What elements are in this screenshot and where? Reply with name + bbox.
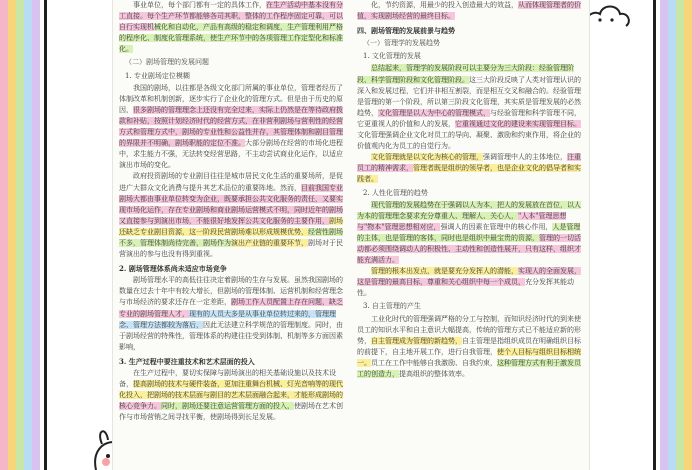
section-heading: （二）剧场管理的发展问题 — [125, 58, 209, 67]
highlighted-text: "人本"管理思想与"物本"管理思想相对应， — [357, 211, 567, 231]
text-run: 强调人的因素在管理中的核心作用， — [440, 222, 553, 231]
body-paragraph — [357, 314, 583, 381]
highlighted-text: 在生产活动中基本没有分工直接。每个生产环节都能够 — [119, 1, 343, 21]
text-run: 剧场对于民营演出的参与也没有得到重视。 — [119, 238, 343, 259]
right-decorative-stripes — [656, 0, 700, 470]
highlighted-text: 现代管理的发展趋势在于强调以人为本， — [371, 200, 497, 209]
text-run: 充分发挥其能动性。 — [357, 278, 574, 298]
text-run: 事业单位，每个部门都有一定的具体工作， — [133, 1, 266, 9]
section-heading: （一）管理学的发展趋势 — [363, 39, 440, 48]
text-run: 使剧场在艺术创作与市场营销之间寻找平衡，使剧场得到长足发展。 — [119, 402, 343, 422]
text-run: 工业化时代的管理强调严格的分工与控制，而知识经济时代的到来使员工的知识水平和自主意识大幅提高，传统的管理方式已不能适应新的形势， — [357, 314, 581, 345]
highlighted-text: 管理者既是组织的领导者，也是企业文化的倡导者和实践者。 — [357, 164, 581, 184]
section-heading: 2. 剧场管理体系尚未适应市场竞争 — [119, 264, 227, 274]
document-left-column — [119, 0, 345, 423]
body-paragraph — [357, 0, 583, 22]
section-heading: 3. 生产过程中要注重技术和艺术层面的投入 — [119, 356, 255, 366]
text-run: 化，节约资源，用最少的投入创造最大的效益， — [371, 1, 518, 9]
document-page — [112, 0, 590, 470]
highlighted-text: 文化管理就是以文化为核心的管理， — [371, 153, 483, 162]
text-run: 强调管理中人的主体地位， — [483, 153, 567, 162]
highlighted-text: 同时也是组织中最宝贵的资源， — [441, 233, 539, 242]
highlighted-text: 经验管理阶段、科学管理阶段和文化管理阶段。 — [357, 64, 574, 84]
highlighted-text: 管理的根本出发点， — [371, 267, 434, 276]
text-run: 我国的剧场，以往都是各级文化部门所属的事业单位，管理者经历了体制改革和机制创新，逐步实行了企业化的管理方式。但是由于历史的原因， — [119, 83, 343, 114]
body-paragraph — [357, 266, 583, 299]
text-run: 提高组织的整体效率。 — [399, 370, 469, 378]
body-paragraph — [119, 275, 345, 353]
text-run: 自主管理是指组织成员在明确组织目标的前提下，自主地开展工作，进行自我管理， — [357, 336, 581, 356]
highlighted-text: 注重员工的精神需求， — [357, 153, 581, 173]
highlighted-text: 很多剧场的管理理念上还没有完全过来，实际上仍然是在等待政府拨款和补贴，按照计划经济时代的经营方式，在非营利剧场与营利性的经营方式和管理方式中，剧场的 — [119, 105, 343, 137]
section-heading: 四、剧场管理的发展前景与趋势 — [357, 26, 455, 36]
highlighted-text: 同时，剧场还要注意运营管理方面的投入， — [161, 402, 294, 411]
section-heading: 1. 文化管理的发展 — [363, 52, 421, 61]
highlighted-text: 人是管理的主体，也是管理的客体， — [357, 222, 581, 242]
text-run: 政府投资剧场的专业剧目往往是城市居民文化生活的重要场所，是促进广大群众文化消费与提升其艺术品位的重要阵地。然而， — [119, 172, 343, 192]
highlighted-text: 就是要充分发挥人的潜能， — [434, 267, 518, 276]
highlighted-text: 文化管理是以人为中心的管理模式， — [378, 108, 490, 117]
highlighted-text: 尊重和关心组织中每一个成员， — [427, 278, 525, 287]
highlighted-text: 把人的发展放在首位，以人为本的管理理念要求充分尊重人、理解人、关心人， — [357, 200, 581, 220]
highlighted-text: 总结起来，管理学的发展阶段可以主要分为三大阶段： — [371, 64, 539, 73]
highlighted-text: 的程序化、制度化管理系统，使生产环节中的各项管理工作定型化和标准化。 — [119, 34, 343, 54]
highlighted-text: 经营性剧场不多，管理体制尚待完善，剧场作为 — [119, 227, 343, 247]
body-paragraph — [119, 0, 345, 55]
highlighted-text: 剧场还缺乏专业剧目资源，这一阶段民营剧场难以形成规模优势， — [119, 216, 343, 236]
highlighted-text: 实现人的全面发展，这是管理的最高目标， — [357, 267, 581, 287]
body-paragraph — [357, 152, 583, 185]
highlighted-text: 演出产业链的重要环节， — [231, 238, 308, 247]
highlighted-text: 各司其职，整体的工作程序固定可靠，可以自行实现机 — [119, 12, 343, 32]
section-heading: 1. 专业剧场定位模糊 — [125, 71, 190, 80]
highlighted-text: 械化和自动化，产品有高级的稳定和调度，生产管理利用严格 — [154, 23, 343, 32]
highlighted-text: 目前我国专业剧场大都由事业单位转变为企业，既要承担公共文化服务的责任，又要实现市场化运作，存在专业剧场和商业剧场运营模式不明，同时近年的剧场又直接参与到演出市场，不能很好地发挥公共文化服务的主要作用， — [119, 183, 343, 225]
text-run: 大部分剧场在经营的市场化进程中，求生能力不强，无法转变经营思路，不主动尝试商业化运作，以适应演出市场的变化。 — [119, 139, 343, 170]
highlighted-text: 自主管理成为管理的新趋势， — [371, 336, 462, 345]
highlighted-text: 专业性和公益性并存，其管理体制和剧目管理的界限并不明确，剧场职能的定位不准。 — [119, 128, 343, 148]
highlighted-text: 这种管理方式有利于激发员工的创造力， — [357, 358, 581, 378]
text-run: 在生产过程中，要切实保障与剧场演出的相关基础设施以及技术设备， — [119, 369, 336, 389]
text-run: 因此无法建立科学规范的管理制度。同时，由于剧场经营的特殊性，管理体系的构建往往受到体制、机制等多方面因素影响， — [119, 320, 343, 351]
left-decorative-stripes — [0, 0, 44, 470]
highlighted-text: 管理的一切活动都必须围绕调动人的积极性、主动性和创造性展开， — [357, 233, 581, 253]
highlighted-text: 只有这样，组织才能充满活力。 — [357, 244, 581, 265]
text-run: 员工在工作中能够自我激励、自我约束， — [371, 358, 497, 367]
highlighted-text: 剧场工作人员配置上存在问题，缺乏专业的剧场管理人才， — [119, 298, 343, 318]
document-right-column — [357, 0, 583, 380]
text-run: 这三大阶段反映了人类对管理认识的深入和发展过程，它们并非相互割裂，而是相互交叉和融合的。经验管理是管理的第一个阶段，所以第三阶段文化管理，其实质是管理发展的必然趋势， — [357, 75, 581, 117]
text-run: 与经验管理和科学管理不同，它更重视人的价值和人的发展， — [357, 108, 581, 128]
text-run: 文化管理强调企业文化对员工的导向、凝聚、激励和约束作用，将企业的价值观内化为员工的自觉行为。 — [357, 131, 581, 151]
body-paragraph — [357, 200, 583, 267]
section-heading: 2. 人性化管理的趋势 — [363, 188, 428, 197]
section-heading: 3. 自主管理的产生 — [363, 302, 421, 311]
body-paragraph — [357, 63, 583, 152]
highlighted-text: 从而体现管理者的价值，实现剧场经营的最终目标。 — [357, 1, 581, 21]
highlighted-text: 提高剧场的技术与硬件装备，更加注重舞台机械、灯光音响等的现代化投入，把剧场的技术层面与剧目的艺术层面融合起来，才能形成剧场的 — [119, 380, 343, 400]
body-paragraph — [119, 368, 345, 423]
highlighted-text: 核心竞争力。 — [119, 402, 161, 411]
body-paragraph — [119, 83, 345, 172]
highlighted-text: 它重视通过文化的建设来实现管理目标。 — [455, 119, 581, 128]
text-run: 剧场管理水平的高低往往决定着剧场的生存与发展。虽然我国剧场的数量在过去十年中有较大增长，但剧场的管理体制、运营机制和经营理念与市场经济的要求还存在一定差距， — [119, 276, 343, 307]
body-paragraph — [119, 171, 345, 260]
highlighted-text: 现有的人员大多是从事业单位转过来的，管理理念、管理方法都较为落后， — [119, 309, 336, 329]
highlighted-text: 使个人目标与组织目标相统一。 — [357, 347, 581, 367]
